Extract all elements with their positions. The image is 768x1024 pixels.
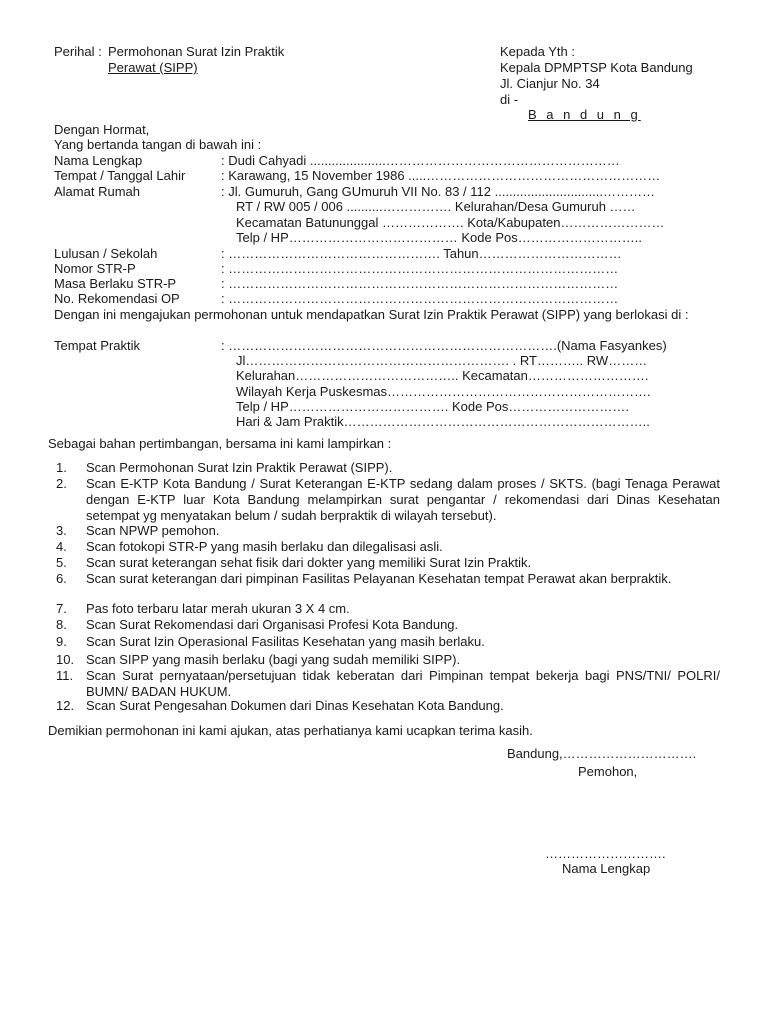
perihal-line-2: Perawat (SIPP) (108, 60, 198, 75)
tempat-praktik-label: Tempat Praktik (54, 338, 140, 353)
ttl-label: Tempat / Tanggal Lahir (54, 168, 186, 183)
request-text: Dengan ini mengajukan permohonan untuk mendapatkan Surat Izin Praktik Perawat (SIPP) yang berlokasi di : (54, 307, 689, 322)
alamat-value: : Jl. Gumuruh, Gang GUmuruh VII No. 83 / 112 ..............................………… (221, 184, 655, 199)
signer-role: Pemohon, (578, 764, 638, 779)
masa-berlaku-value: : ……………………………………………………………………………… (221, 276, 619, 291)
signer-name: Nama Lengkap (562, 861, 651, 876)
attachment-number: 5. (56, 555, 67, 570)
attachment-number: 6. (56, 571, 67, 586)
attachment-number: 1. (56, 460, 67, 475)
nama-label: Nama Lengkap (54, 153, 143, 168)
praktik-kelurahan-value: Kelurahan……………………………….. Kecamatan………………………. (236, 368, 649, 383)
attachment-item: Scan SIPP yang masih berlaku (bagi yang sudah memiliki SIPP). (86, 652, 461, 667)
attachment-item: Scan E-KTP Kota Bandung / Surat Keterangan E-KTP sedang dalam proses / SKTS. (bagi Tenaga Perawat dengan E-KTP luar Kota Bandung melampirkan surat pengantar / rekomendasi dari Dinas Kesehatan setempat yg menyatakan belum / sudah berpraktik di wilayah tersebut). (86, 476, 720, 523)
attachment-item: Scan Surat pernyataan/persetujuan tidak keberatan dari Pimpinan tempat bekerja bagi PNS/TNI/ POLRI/ BUMN/ BADAN HUKUM. (86, 668, 720, 699)
str-label: Nomor STR-P (54, 261, 136, 276)
kepada-label: Kepada Yth : (500, 44, 575, 59)
rekomendasi-value: : ……………………………………………………………………………… (221, 291, 619, 306)
nama-value: : Dudi Cahyadi .....................……………………………………………… (221, 153, 620, 168)
kepada-city: B a n d u n g (528, 107, 641, 122)
praktik-jl-value: Jl……………………………………………………. . RT……….. RW……… (236, 353, 648, 368)
attachment-number: 10. (56, 652, 75, 667)
tempat-praktik-value: : ………………………………………………………………….(Nama Fasyankes) (221, 338, 667, 353)
attachment-item: Scan surat keterangan dari pimpinan Fasilitas Pelayanan Kesehatan tempat Perawat akan berpraktik. (86, 571, 672, 586)
signature-dots: ………………………. (545, 846, 666, 861)
attachment-item: Pas foto terbaru latar merah ukuran 3 X 4 cm. (86, 601, 350, 616)
attachment-number: 12. (56, 698, 75, 713)
kecamatan-value: Kecamatan Batununggal ………………. Kota/Kabupaten…………………… (236, 215, 665, 230)
kepada-line-2: Jl. Cianjur No. 34 (500, 76, 600, 91)
kepada-line-3: di - (500, 92, 519, 107)
attachment-number: 7. (56, 601, 67, 616)
rt-rw-value: RT / RW 005 / 006 ..........……………. Kelurahan/Desa Gumuruh …… (236, 199, 636, 214)
attachment-item: Scan surat keterangan sehat fisik dari dokter yang memiliki Surat Izin Praktik. (86, 555, 532, 570)
praktik-wilayah-value: Wilayah Kerja Puskesmas……………………………………………………. (236, 384, 651, 399)
masa-berlaku-label: Masa Berlaku STR-P (54, 276, 177, 291)
praktik-telp-value: Telp / HP………………………………. Kode Pos………………………. (236, 399, 629, 414)
attachment-number: 8. (56, 617, 67, 632)
attachment-item: Scan fotokopi STR-P yang masih berlaku dan dilegalisasi asli. (86, 539, 443, 554)
attachment-item: Scan Permohonan Surat Izin Praktik Perawat (SIPP). (86, 460, 393, 475)
telp-value: Telp / HP………………………………… Kode Pos……………………….. (236, 230, 642, 245)
perihal-line-1: Permohonan Surat Izin Praktik (108, 44, 285, 59)
alamat-label: Alamat Rumah (54, 184, 140, 199)
attachment-number: 2. (56, 476, 67, 491)
salutation: Dengan Hormat, (54, 122, 150, 137)
attachment-number: 4. (56, 539, 67, 554)
lulusan-label: Lulusan / Sekolah (54, 246, 158, 261)
place-date: Bandung,…………………………. (507, 746, 697, 761)
perihal-label: Perihal : (54, 44, 102, 59)
attachments-intro: Sebagai bahan pertimbangan, bersama ini kami lampirkan : (48, 436, 392, 451)
attachment-item: Scan Surat Pengesahan Dokumen dari Dinas Kesehatan Kota Bandung. (86, 698, 504, 713)
closing-text: Demikian permohonan ini kami ajukan, atas perhatianya kami ucapkan terima kasih. (48, 723, 533, 738)
praktik-hari-value: Hari & Jam Praktik…………………………………………………………….. (236, 414, 650, 429)
attachment-number: 11. (56, 668, 74, 683)
intro-text: Yang bertanda tangan di bawah ini : (54, 137, 262, 152)
attachment-item: Scan Surat Izin Operasional Fasilitas Kesehatan yang masih berlaku. (86, 634, 485, 649)
kepada-line-1: Kepala DPMPTSP Kota Bandung (500, 60, 693, 75)
attachment-item: Scan Surat Rekomendasi dari Organisasi Profesi Kota Bandung. (86, 617, 459, 632)
ttl-value: : Karawang, 15 November 1986 .....……………………………………………… (221, 168, 661, 183)
rekomendasi-label: No. Rekomendasi OP (54, 291, 180, 306)
attachment-item: Scan NPWP pemohon. (86, 523, 220, 538)
lulusan-value: : …………………………………………. Tahun…………………………… (221, 246, 622, 261)
attachment-number: 3. (56, 523, 67, 538)
attachment-number: 9. (56, 634, 67, 649)
str-value: : ……………………………………………………………………………… (221, 261, 619, 276)
